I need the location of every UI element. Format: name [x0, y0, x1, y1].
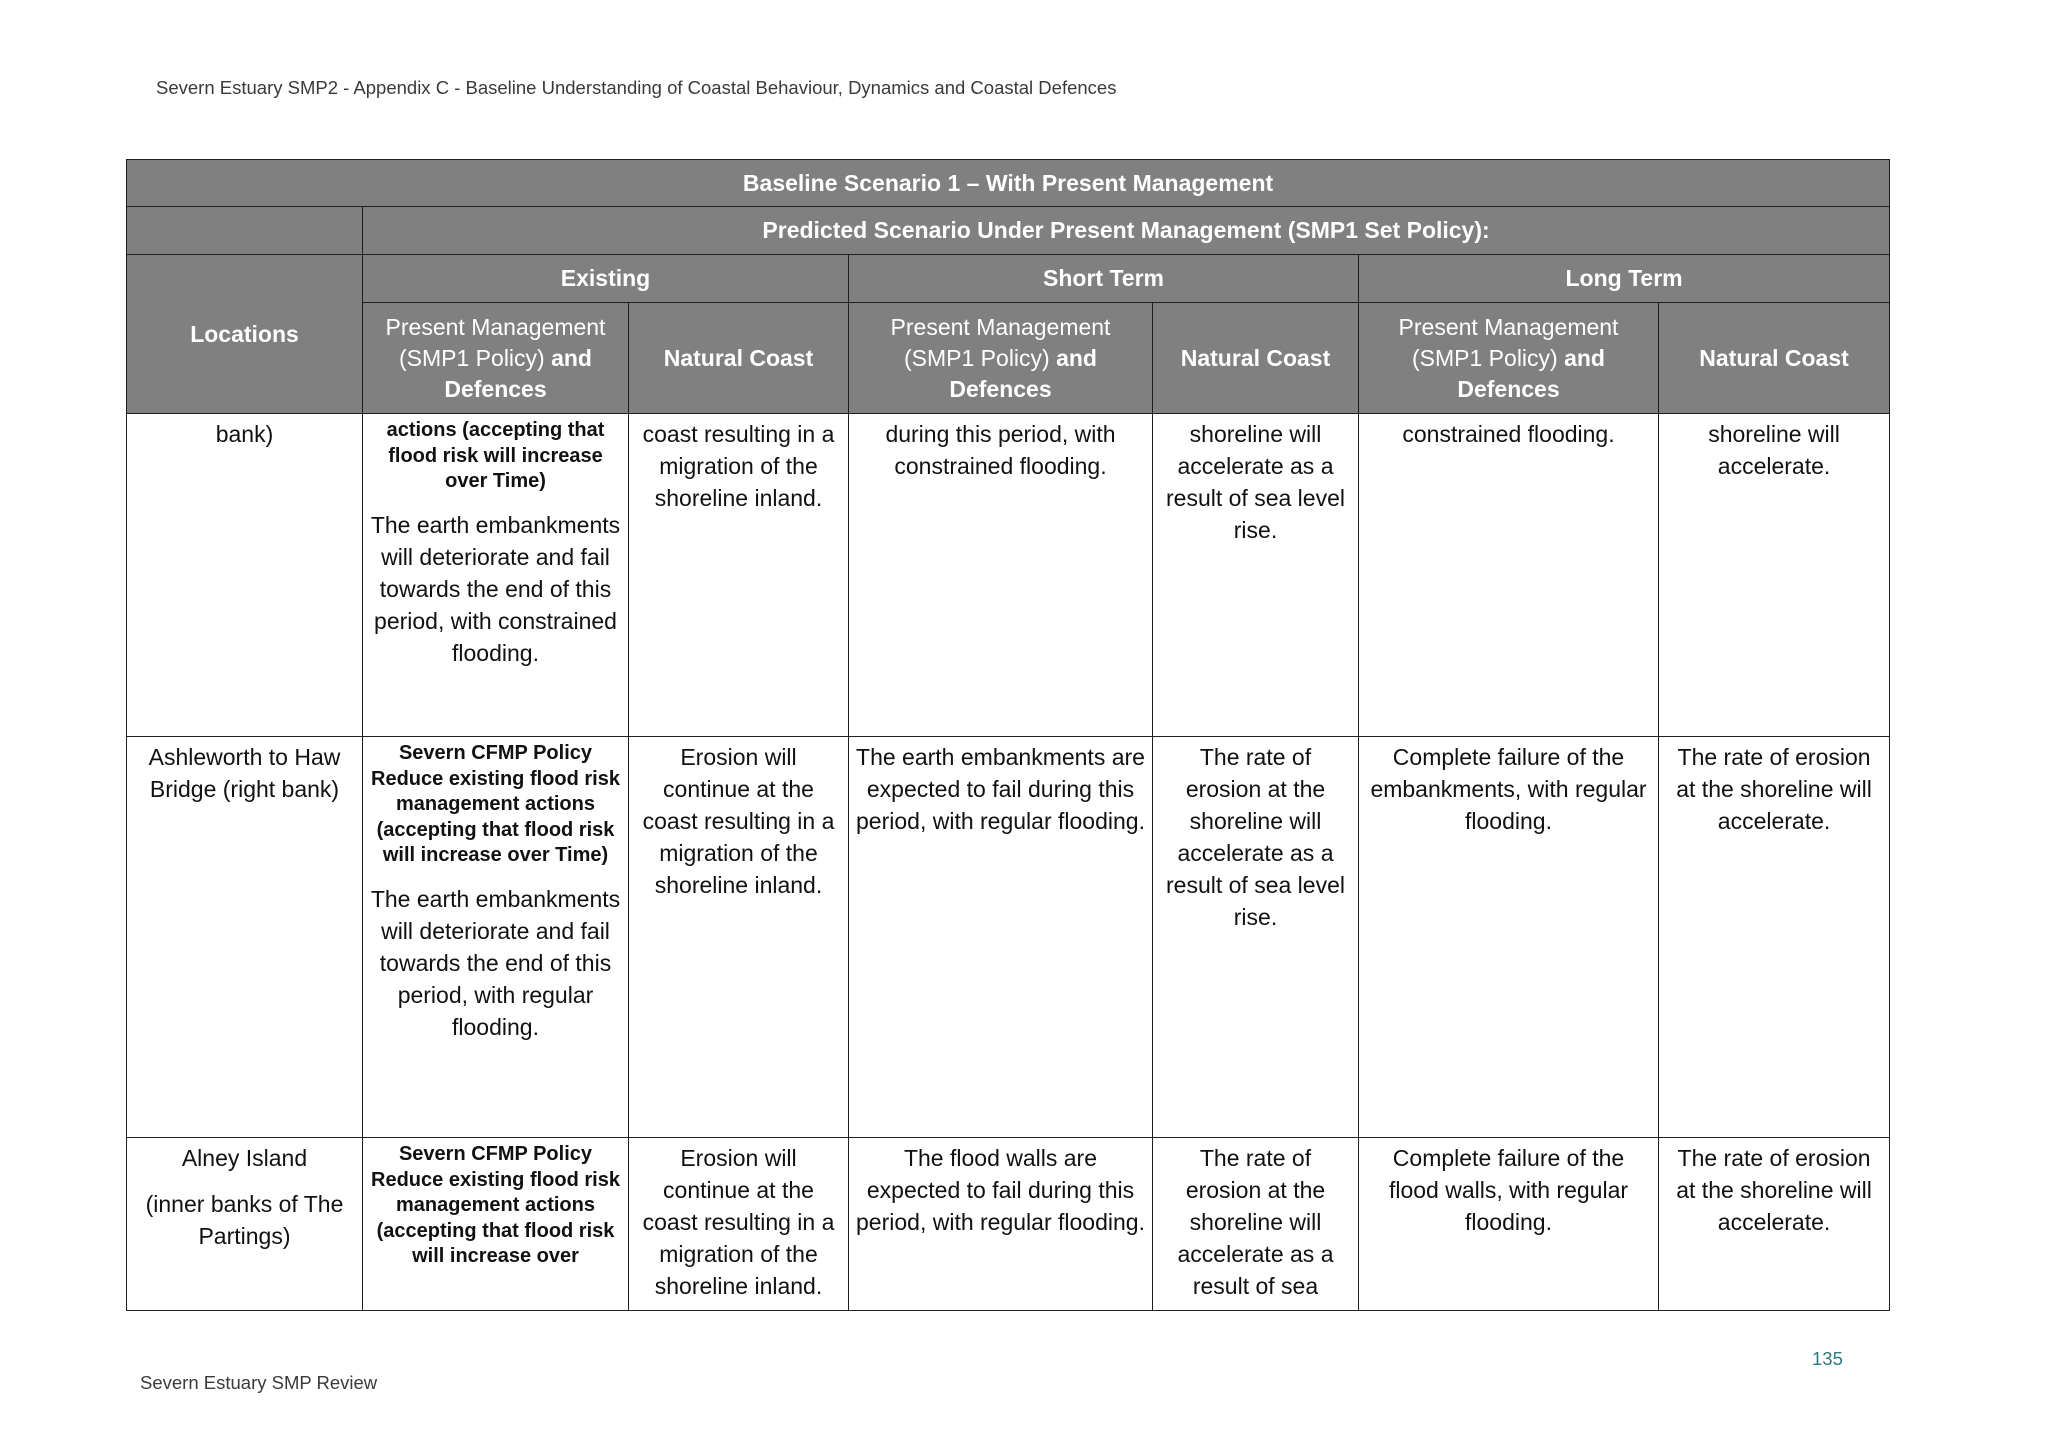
policy-description: The earth embankments will deteriorate and fail towards the end of this period, with regular flooding.: [370, 885, 621, 1040]
short-pm-cell: The flood walls are expected to fail during this period, with regular flooding.: [849, 1138, 1153, 1311]
existing-natural-coast-header: Natural Coast: [629, 303, 849, 414]
long-pm-cell: constrained flooding.: [1359, 414, 1659, 737]
table-row: [127, 1138, 1890, 1311]
long-natural-cell: The rate of erosion at the shoreline will accelerate.: [1659, 737, 1890, 1138]
policy-cell: [363, 414, 629, 737]
baseline-scenario-table: [126, 159, 1890, 1311]
long-present-mgmt-header: Present Management (SMP1 Policy) and Defences: [1359, 303, 1659, 414]
period-short-term: Short Term: [849, 255, 1359, 303]
long-natural-cell: The rate of erosion at the shoreline will accelerate.: [1659, 1138, 1890, 1311]
policy-cell: [363, 737, 629, 1138]
long-natural-cell: shoreline will accelerate.: [1659, 414, 1890, 737]
short-natural-cell: shoreline will accelerate as a result of sea level rise.: [1153, 414, 1359, 737]
short-natural-coast-header: Natural Coast: [1153, 303, 1359, 414]
policy-description: The earth embankments will deteriorate and fail towards the end of this period, with constrained flooding.: [370, 511, 621, 666]
table-row: [127, 737, 1890, 1138]
policy-label: Severn CFMP Policy Reduce existing flood risk management actions (accepting that flood risk will increase over Time): [371, 742, 620, 866]
short-present-mgmt-header: Present Management (SMP1 Policy) and Defences: [849, 303, 1153, 414]
long-natural-coast-header: Natural Coast: [1659, 303, 1890, 414]
location-cell: Ashleworth to Haw Bridge (right bank): [127, 737, 363, 1138]
long-pm-cell: Complete failure of the flood walls, with regular flooding.: [1359, 1138, 1659, 1311]
policy-label: Severn CFMP Policy Reduce existing flood risk management actions (accepting that flood risk will increase over: [371, 1143, 620, 1267]
table-subtitle: Predicted Scenario Under Present Management (SMP1 Set Policy):: [363, 207, 1890, 255]
short-pm-cell: during this period, with constrained flooding.: [849, 414, 1153, 737]
locations-header: Locations: [127, 255, 363, 414]
existing-natural-cell: Erosion will continue at the coast resulting in a migration of the shoreline inland.: [629, 737, 849, 1138]
long-pm-cell: Complete failure of the embankments, with regular flooding.: [1359, 737, 1659, 1138]
existing-natural-cell: coast resulting in a migration of the shoreline inland.: [629, 414, 849, 737]
table-title: Baseline Scenario 1 – With Present Management: [127, 160, 1890, 207]
page-number: 135: [1812, 1348, 1843, 1369]
short-natural-cell: The rate of erosion at the shoreline will accelerate as a result of sea: [1153, 1138, 1359, 1311]
location-detail: (inner banks of The Partings): [145, 1191, 344, 1249]
short-natural-cell: The rate of erosion at the shoreline will accelerate as a result of sea level rise.: [1153, 737, 1359, 1138]
location-name: Alney Island: [181, 1145, 308, 1171]
existing-present-mgmt-header: Present Management (SMP1 Policy) and Defences: [363, 303, 629, 414]
footer-title: Severn Estuary SMP Review: [140, 1372, 378, 1393]
policy-label: actions (accepting that flood risk will increase over Time): [386, 419, 605, 492]
location-cell: bank): [127, 414, 363, 737]
header-blank-cell: [127, 207, 363, 255]
running-header: Severn Estuary SMP2 - Appendix C - Baseline Understanding of Coastal Behaviour, Dynamics and Coastal Defences: [156, 77, 1117, 98]
existing-natural-cell: Erosion will continue at the coast resulting in a migration of the shoreline inland.: [629, 1138, 849, 1311]
short-pm-cell: The earth embankments are expected to fail during this period, with regular flooding.: [849, 737, 1153, 1138]
policy-cell: [363, 1138, 629, 1311]
location-cell: [127, 1138, 363, 1311]
period-existing: Existing: [363, 255, 849, 303]
table-row: [127, 414, 1890, 737]
period-long-term: Long Term: [1359, 255, 1890, 303]
